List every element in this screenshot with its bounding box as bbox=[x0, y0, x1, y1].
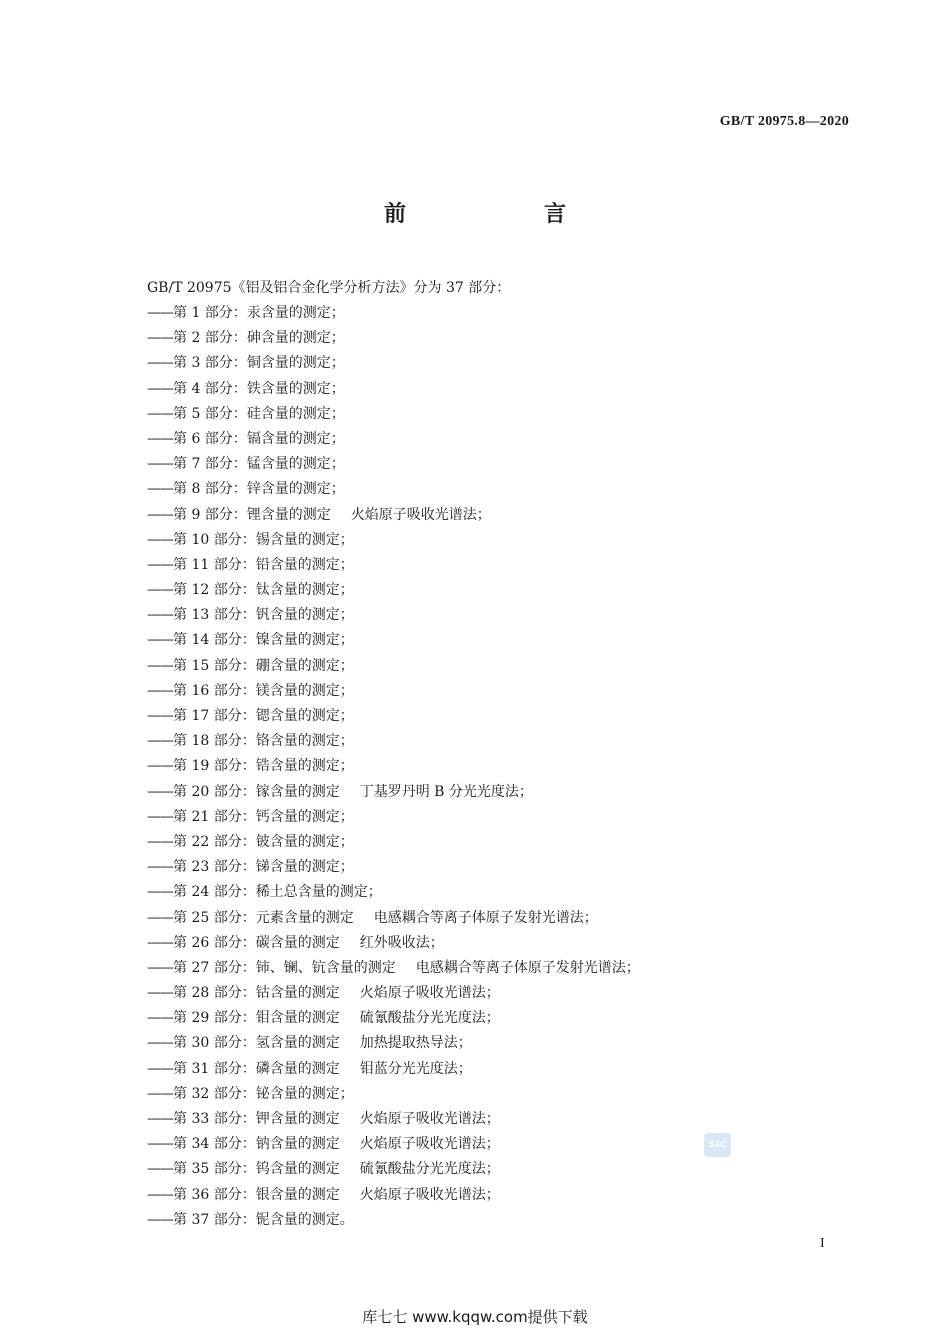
part-method: 火焰原子吸收光谱法； bbox=[359, 1111, 500, 1127]
part-name: 钒含量的测定； bbox=[255, 607, 354, 624]
part-label: 第 24 部分： bbox=[173, 884, 256, 901]
foreword-body bbox=[147, 276, 867, 1233]
sac-watermark-logo: SAC bbox=[704, 1133, 731, 1157]
dash-marker: —— bbox=[147, 1161, 173, 1178]
dash-marker: —— bbox=[147, 405, 173, 422]
part-name: 稀土总含量的测定； bbox=[255, 884, 382, 901]
list-item bbox=[147, 503, 867, 528]
dash-marker: —— bbox=[147, 1186, 173, 1203]
part-name: 钼含量的测定 bbox=[255, 1010, 340, 1027]
part-label: 第 16 部分： bbox=[173, 682, 256, 699]
part-method: 火焰原子吸收光谱法； bbox=[350, 506, 491, 523]
part-label: 第 4 部分： bbox=[173, 380, 247, 397]
part-name: 钾含量的测定 bbox=[255, 1111, 340, 1127]
part-label: 第 23 部分： bbox=[173, 859, 256, 876]
dash-marker: —— bbox=[147, 733, 173, 750]
part-name: 氢含量的测定 bbox=[255, 1035, 340, 1052]
dash-marker: —— bbox=[147, 305, 173, 321]
part-label: 第 27 部分： bbox=[173, 959, 256, 976]
list-item bbox=[147, 679, 867, 704]
part-label: 第 20 部分： bbox=[173, 783, 256, 800]
dash-marker: —— bbox=[147, 959, 173, 976]
part-name: 钠含量的测定 bbox=[255, 1136, 340, 1153]
dash-marker: —— bbox=[147, 808, 173, 825]
list-item bbox=[147, 704, 867, 729]
list-item bbox=[147, 880, 867, 905]
part-method: 火焰原子吸收光谱法； bbox=[359, 985, 500, 1002]
dash-marker: —— bbox=[147, 1136, 173, 1153]
list-item bbox=[147, 1208, 867, 1233]
part-label: 第 21 部分： bbox=[173, 808, 256, 825]
list-item bbox=[147, 780, 867, 805]
dash-marker: —— bbox=[147, 934, 173, 951]
part-label: 第 30 部分： bbox=[173, 1035, 256, 1052]
dash-marker: —— bbox=[147, 758, 173, 775]
part-name: 硼含量的测定； bbox=[255, 657, 354, 674]
list-item bbox=[147, 754, 867, 779]
part-method: 硫氰酸盐分光光度法； bbox=[359, 1010, 500, 1027]
list-item bbox=[147, 427, 867, 452]
dash-marker: —— bbox=[147, 481, 173, 498]
dash-marker: —— bbox=[147, 1111, 173, 1127]
part-label: 第 1 部分： bbox=[173, 305, 247, 321]
list-item bbox=[147, 1132, 867, 1157]
part-name: 铌含量的测定。 bbox=[255, 1211, 354, 1228]
list-item bbox=[147, 301, 867, 326]
part-label: 第 25 部分： bbox=[173, 909, 256, 926]
list-item bbox=[147, 477, 867, 502]
part-label: 第 3 部分： bbox=[173, 355, 247, 372]
list-item bbox=[147, 351, 867, 376]
part-label: 第 8 部分： bbox=[173, 481, 247, 498]
part-label: 第 22 部分： bbox=[173, 833, 256, 850]
part-name: 砷含量的测定； bbox=[246, 330, 345, 347]
part-label: 第 34 部分： bbox=[173, 1136, 256, 1153]
part-label: 第 15 部分： bbox=[173, 657, 256, 674]
part-label: 第 28 部分： bbox=[173, 985, 256, 1002]
list-item bbox=[147, 377, 867, 402]
part-label: 第 9 部分： bbox=[173, 506, 247, 523]
dash-marker: —— bbox=[147, 657, 173, 674]
dash-marker: —— bbox=[147, 607, 173, 624]
list-item bbox=[147, 654, 867, 679]
part-name: 锰含量的测定； bbox=[246, 456, 345, 473]
part-label: 第 29 部分： bbox=[173, 1010, 256, 1027]
part-name: 碳含量的测定 bbox=[255, 934, 340, 951]
part-name: 银含量的测定 bbox=[255, 1186, 340, 1203]
dash-marker: —— bbox=[147, 1211, 173, 1228]
part-label: 第 13 部分： bbox=[173, 607, 256, 624]
part-label: 第 6 部分： bbox=[173, 430, 247, 447]
list-item bbox=[147, 1082, 867, 1107]
part-label: 第 31 部分： bbox=[173, 1060, 256, 1077]
dash-marker: —— bbox=[147, 909, 173, 926]
part-label: 第 7 部分： bbox=[173, 456, 247, 473]
dash-marker: —— bbox=[147, 1010, 173, 1027]
list-item bbox=[147, 1107, 867, 1132]
dash-marker: —— bbox=[147, 1035, 173, 1052]
part-label: 第 33 部分： bbox=[173, 1111, 256, 1127]
list-item bbox=[147, 578, 867, 603]
dash-marker: —— bbox=[147, 708, 173, 724]
part-name: 铬含量的测定； bbox=[255, 733, 354, 750]
dash-marker: —— bbox=[147, 985, 173, 1002]
part-label: 第 2 部分： bbox=[173, 330, 247, 347]
part-name: 镍含量的测定； bbox=[255, 632, 354, 649]
part-method: 电感耦合等离子体原子发射光谱法； bbox=[373, 909, 598, 926]
dash-marker: —— bbox=[147, 632, 173, 649]
part-name: 钛含量的测定； bbox=[255, 582, 354, 599]
part-name: 铁含量的测定； bbox=[246, 380, 345, 397]
part-name: 镁含量的测定； bbox=[255, 682, 354, 699]
part-label: 第 11 部分： bbox=[173, 556, 256, 573]
dash-marker: —— bbox=[147, 531, 173, 548]
part-name: 锑含量的测定； bbox=[255, 859, 354, 876]
standard-code: GB/T 20975.8—2020 bbox=[719, 114, 849, 129]
part-label: 第 10 部分： bbox=[173, 531, 256, 548]
part-label: 第 36 部分： bbox=[173, 1186, 256, 1203]
list-item bbox=[147, 553, 867, 578]
part-name: 铈、镧、钪含量的测定 bbox=[255, 959, 396, 976]
list-item bbox=[147, 981, 867, 1006]
part-method: 火焰原子吸收光谱法； bbox=[359, 1136, 500, 1153]
dash-marker: —— bbox=[147, 884, 173, 901]
part-name: 锌含量的测定； bbox=[246, 481, 345, 498]
list-item bbox=[147, 1006, 867, 1031]
list-item bbox=[147, 830, 867, 855]
part-name: 铍含量的测定； bbox=[255, 833, 354, 850]
dash-marker: —— bbox=[147, 430, 173, 447]
part-label: 第 37 部分： bbox=[173, 1211, 256, 1228]
page-number: I bbox=[820, 1236, 825, 1251]
part-name: 镓含量的测定 bbox=[255, 783, 340, 800]
dash-marker: —— bbox=[147, 582, 173, 599]
part-label: 第 35 部分： bbox=[173, 1161, 256, 1178]
part-method: 钼蓝分光光度法； bbox=[359, 1060, 472, 1077]
part-name: 锂含量的测定 bbox=[246, 506, 331, 523]
dash-marker: —— bbox=[147, 456, 173, 473]
list-item bbox=[147, 805, 867, 830]
part-name: 铋含量的测定； bbox=[255, 1085, 354, 1102]
list-item bbox=[147, 906, 867, 931]
dash-marker: —— bbox=[147, 682, 173, 699]
list-item bbox=[147, 855, 867, 880]
part-name: 元素含量的测定 bbox=[255, 909, 354, 926]
list-item bbox=[147, 956, 867, 981]
dash-marker: —— bbox=[147, 355, 173, 372]
list-item bbox=[147, 326, 867, 351]
part-name: 钙含量的测定； bbox=[255, 808, 354, 825]
page-title: 前 言 bbox=[383, 202, 624, 227]
dash-marker: —— bbox=[147, 859, 173, 876]
part-label: 第 19 部分： bbox=[173, 758, 256, 775]
part-label: 第 14 部分： bbox=[173, 632, 256, 649]
part-name: 铜含量的测定； bbox=[246, 355, 345, 372]
part-label: 第 26 部分： bbox=[173, 934, 256, 951]
list-item bbox=[147, 1031, 867, 1056]
part-method: 火焰原子吸收光谱法； bbox=[359, 1186, 500, 1203]
parts-list bbox=[147, 301, 867, 1233]
part-name: 钨含量的测定 bbox=[255, 1161, 340, 1178]
list-item bbox=[147, 603, 867, 628]
intro-paragraph: GB/T 20975《铝及铝合金化学分析方法》分为 37 部分： bbox=[147, 280, 511, 296]
list-item bbox=[147, 1183, 867, 1208]
dash-marker: —— bbox=[147, 506, 173, 523]
part-method: 加热提取热导法； bbox=[359, 1035, 472, 1052]
part-label: 第 12 部分： bbox=[173, 582, 256, 599]
list-item bbox=[147, 628, 867, 653]
part-method: 电感耦合等离子体原子发射光谱法； bbox=[415, 959, 640, 976]
list-item bbox=[147, 1057, 867, 1082]
part-name: 铅含量的测定； bbox=[255, 556, 354, 573]
dash-marker: —— bbox=[147, 1060, 173, 1077]
part-label: 第 32 部分： bbox=[173, 1085, 256, 1102]
list-item bbox=[147, 931, 867, 956]
list-item bbox=[147, 729, 867, 754]
dash-marker: —— bbox=[147, 783, 173, 800]
part-name: 钴含量的测定 bbox=[255, 985, 340, 1002]
dash-marker: —— bbox=[147, 556, 173, 573]
dash-marker: —— bbox=[147, 330, 173, 347]
part-method: 红外吸收法； bbox=[359, 934, 444, 951]
part-name: 锡含量的测定； bbox=[255, 531, 354, 548]
list-item bbox=[147, 402, 867, 427]
part-name: 硅含量的测定； bbox=[246, 405, 345, 422]
list-item bbox=[147, 528, 867, 553]
part-name: 锆含量的测定； bbox=[255, 758, 354, 775]
list-item bbox=[147, 452, 867, 477]
part-name: 锶含量的测定； bbox=[255, 708, 354, 724]
list-item bbox=[147, 1157, 867, 1182]
dash-marker: —— bbox=[147, 1085, 173, 1102]
part-label: 第 18 部分： bbox=[173, 733, 256, 750]
download-footer: 库七七 www.kqqw.com提供下载 bbox=[362, 1308, 588, 1326]
part-label: 第 17 部分： bbox=[173, 708, 256, 724]
part-name: 汞含量的测定； bbox=[246, 305, 345, 321]
part-method: 丁基罗丹明 B 分光光度法； bbox=[359, 783, 533, 800]
part-label: 第 5 部分： bbox=[173, 405, 247, 422]
dash-marker: —— bbox=[147, 833, 173, 850]
part-name: 镉含量的测定； bbox=[246, 430, 345, 447]
dash-marker: —— bbox=[147, 380, 173, 397]
part-name: 磷含量的测定 bbox=[255, 1060, 340, 1077]
part-method: 硫氰酸盐分光光度法； bbox=[359, 1161, 500, 1178]
